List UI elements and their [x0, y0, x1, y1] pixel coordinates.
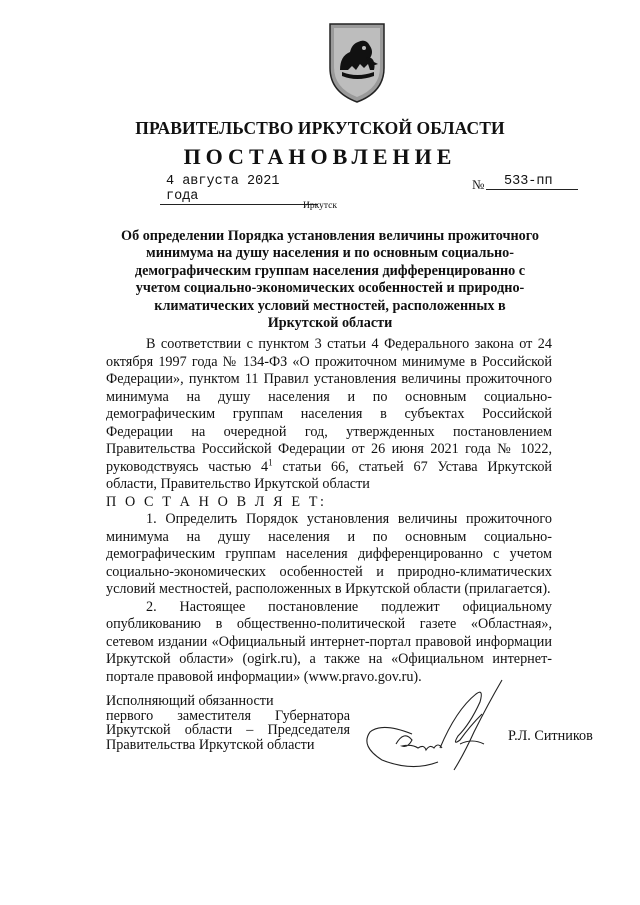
decree-subject: Об определении Порядка установления величины прожиточного минимума на душу населения и по основным социально-демографическим группам населения дифференцированно с учетом социально-экономических особенностей и природно-климатических условий местностей, расположенных в Иркутской области: [121, 228, 539, 332]
signer-line-4: Правительства Иркутской области: [106, 736, 315, 753]
signer-line-1: Исполняющий обязанности: [106, 693, 274, 709]
preamble-superscript: 1: [268, 456, 273, 467]
handwritten-signature-icon: [352, 674, 522, 774]
signer-line-3: Иркутской области – Председателя: [106, 722, 350, 738]
decree-body: [106, 336, 552, 686]
number-sign: №: [472, 177, 485, 192]
signer-name: Р.Л. Ситников: [508, 728, 593, 744]
decree-number: 533-пп: [486, 174, 578, 190]
irkutsk-coat-of-arms-icon: [326, 18, 388, 106]
document-type: ПОСТАНОВЛЕНИЕ: [183, 144, 457, 169]
preamble-text: В соответствии с пунктом 3 статьи 4 Федерального закона от 24 октября 1997 года № 134-ФЗ «О прожиточном минимуме в Российской Федерации», пунктом 11 Правил установления величины прожиточного минимума на душу населения и по основным социально-демографическим группам населения в субъектах Российской Федерации на очередной год, утвержденных постановлением Правительства Российской Федерации от 26 июня 2021 года № 1022, руководствуясь частью 4: [106, 336, 552, 475]
government-title: ПРАВИТЕЛЬСТВО ИРКУТСКОЙ ОБЛАСТИ: [135, 118, 505, 138]
preamble-paragraph: [106, 336, 552, 494]
city: Иркутск: [303, 201, 337, 211]
item-2: 2. Настоящее постановление подлежит официальному опубликованию в общественно-политической газете «Областная», сетевом издании «Официальный интернет-портал правовой информации Иркутской области» (ogirk.ru), а также на «Официальном интернет-портале правовой информации» (www.pravo.gov.ru).: [106, 598, 552, 685]
decree-word: П О С Т А Н О В Л Я Е Т:: [106, 493, 327, 510]
decree-date: 4 августа 2021 года: [160, 174, 318, 205]
signer-line-2: первого заместителя Губернатора: [106, 707, 350, 724]
signer-position: [106, 694, 350, 752]
preamble-text-end: статьи 66, статьей 67 Устава Иркутской области, Правительство Иркутской области: [106, 458, 552, 492]
item-1: 1. Определить Порядок установления величины прожиточного минимума на душу населения и по основным социально-демографическим группам населения дифференцированно с учетом социально-экономических особенностей и природно-климатических условий местностей, расположенных в Иркутской области (прилагается).: [106, 511, 552, 597]
